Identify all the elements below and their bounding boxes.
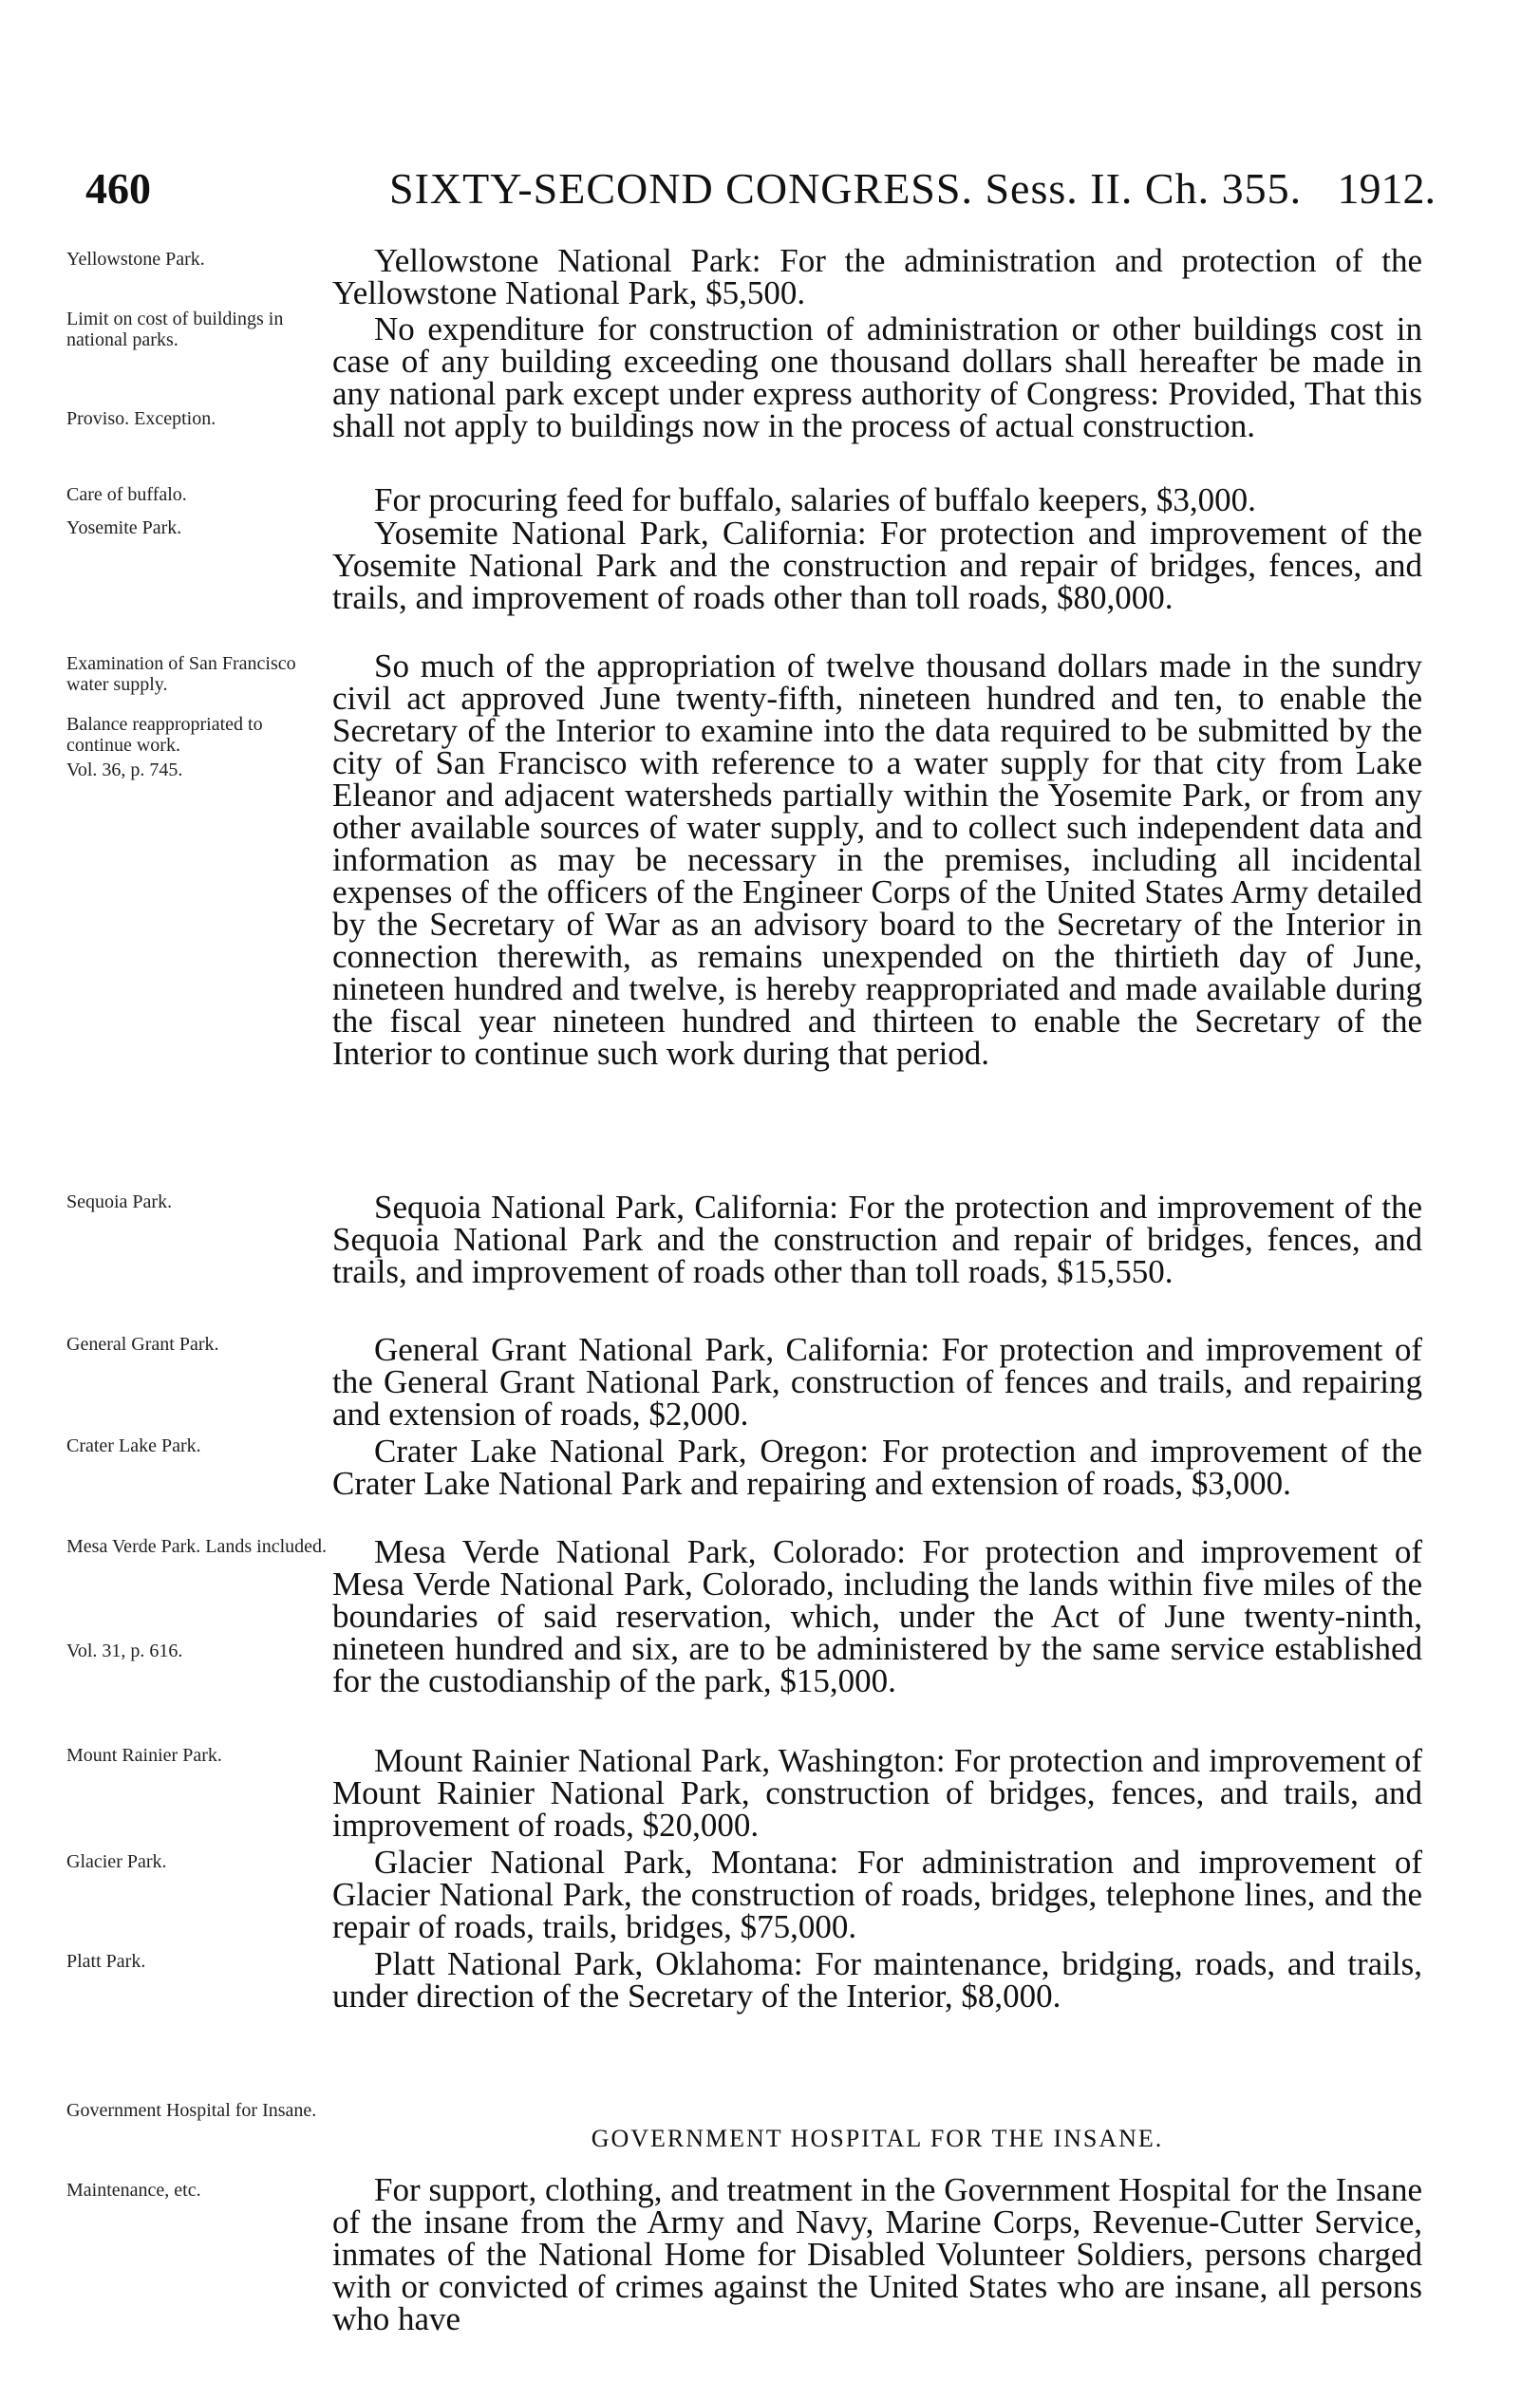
- margin-note-yellowstone: Yellowstone Park.: [66, 249, 205, 270]
- margin-note-san-francisco: Examination of San Francisco water supply.: [66, 653, 296, 695]
- paragraph-sequoia: Sequoia National Park, California: For the protection and improvement of the Sequoia National Park and the construction and repair of bridges, fences, and trails, and improvement of roads other than toll roads, $15,550.: [332, 1189, 1422, 1290]
- margin-note-glacier: Glacier Park.: [66, 1851, 167, 1872]
- margin-note-limit-cost: Limit on cost of buildings in national parks.: [66, 309, 284, 350]
- margin-note-sequoia: Sequoia Park.: [66, 1191, 173, 1212]
- margin-note-vol36: Vol. 36, p. 745.: [66, 759, 183, 780]
- paragraph-yosemite: Yosemite National Park, California: For protection and improvement of the Yosemite National Park and the construction and repair of bridges, fences, and trails, and improvement of roads other than toll roads, $80,000.: [332, 515, 1422, 616]
- paragraph-platt: Platt National Park, Oklahoma: For maintenance, bridging, roads, and trails, under direction of the Secretary of the Interior, $8,000.: [332, 1945, 1422, 2015]
- page-header: [85, 163, 1436, 220]
- running-head: SIXTY-SECOND CONGRESS. Sess. II. Ch. 355.: [389, 164, 1303, 213]
- paragraph-glacier: Glacier National Park, Montana: For administration and improvement of Glacier National Park, the construction of roads, bridges, telephone lines, and the repair of roads, trails, bridges, $75,000.: [332, 1844, 1422, 1945]
- paragraph-mount-rainier: Mount Rainier National Park, Washington: For protection and improvement of Mount Rainier National Park, construction of bridges, fences, and trails, and improvement of roads, $20,000.: [332, 1742, 1422, 1844]
- paragraph-building-limit: No expenditure for construction of administration or other buildings cost in case of any building exceeding one thousand dollars shall hereafter be made in any national park except under express authority of Congress: Provided, That this shall not apply to buildings now in the process of actual construction.: [332, 310, 1422, 444]
- paragraph-yellowstone: Yellowstone National Park: For the administration and protection of the Yellowstone National Park, $5,500.: [332, 242, 1422, 311]
- paragraph-hospital: For support, clothing, and treatment in the Government Hospital for the Insane of the insane from the Army and Navy, Marine Corps, Revenue-Cutter Service, inmates of the National Home for Disabled Volunteer Soldiers, persons charged with or convicted of crimes against the United States who are insane, all persons who have: [332, 2171, 1422, 2337]
- margin-note-crater-lake: Crater Lake Park.: [66, 1435, 201, 1456]
- margin-note-balance: Balance reappropriated to continue work.: [66, 714, 263, 756]
- paragraph-crater-lake: Crater Lake National Park, Oregon: For protection and improvement of the Crater Lake National Park and repairing and extension of roads, $3,000.: [332, 1433, 1422, 1502]
- margin-note-mount-rainier: Mount Rainier Park.: [66, 1745, 222, 1766]
- section-title: GOVERNMENT HOSPITAL FOR THE INSANE.: [591, 2125, 1164, 2152]
- paragraph-buffalo: For procuring feed for buffalo, salaries of buffalo keepers, $3,000.: [374, 481, 1256, 518]
- margin-note-mesa-verde: Mesa Verde Park. Lands included.: [66, 1536, 328, 1557]
- paragraph-general-grant: General Grant National Park, California: For protection and improvement of the General Grant National Park, construction of fences and trails, and repairing and extension of roads, $2,000.: [332, 1331, 1422, 1433]
- margin-note-general-grant: General Grant Park.: [66, 1334, 219, 1355]
- margin-note-maintenance: Maintenance, etc.: [66, 2180, 201, 2201]
- margin-note-yosemite: Yosemite Park.: [66, 517, 182, 538]
- header-year: 1912.: [1337, 164, 1436, 213]
- margin-note-vol31: Vol. 31, p. 616.: [66, 1641, 183, 1661]
- paragraph-mesa-verde: Mesa Verde National Park, Colorado: For protection and improvement of Mesa Verde National Park, Colorado, including the lands within five miles of the boundaries of said reservation, which, under the Act of June twenty-ninth, nineteen hundred and six, are to be administered by the same service established for the custodianship of the park, $15,000.: [332, 1533, 1422, 1699]
- paragraph-san-francisco: So much of the appropriation of twelve thousand dollars made in the sundry civil act approved June twenty-fifth, nineteen hundred and ten, to enable the Secretary of the Interior to examine into the data required to be submitted by the city of San Francisco with reference to a water supply for that city from Lake Eleanor and adjacent watersheds partially within the Yosemite Park, or from any other available sources of water supply, and to collect such independent data and information as may be necessary in the premises, including all incidental expenses of the officers of the Engineer Corps of the United States Army detailed by the Secretary of War as an advisory board to the Secretary of the Interior in connection therewith, as remains unexpended on the thirtieth day of June, nineteen hundred and twelve, is hereby reappropriated and made available during the fiscal year nineteen hundred and thirteen to enable the Secretary of the Interior to continue such work during that period.: [332, 647, 1422, 1072]
- margin-note-proviso: Proviso. Exception.: [66, 408, 216, 429]
- margin-note-hospital: Government Hospital for Insane.: [66, 2100, 317, 2121]
- margin-note-platt: Platt Park.: [66, 1951, 146, 1972]
- margin-note-buffalo: Care of buffalo.: [66, 484, 187, 505]
- page-number: 460: [85, 164, 151, 213]
